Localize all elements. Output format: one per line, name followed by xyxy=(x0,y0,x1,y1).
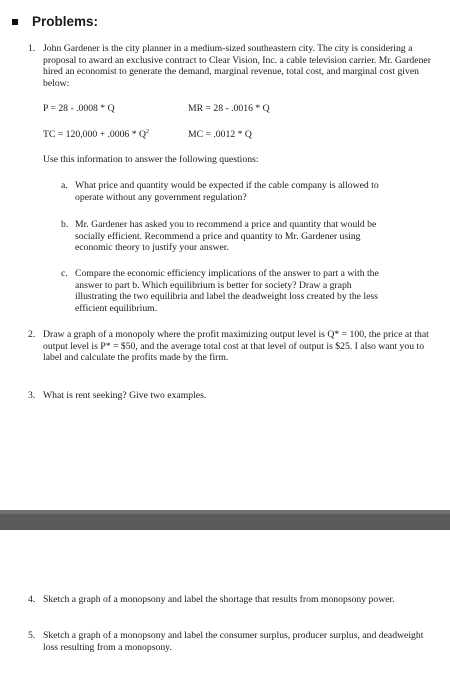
part-label: c. xyxy=(61,268,68,279)
problems-header xyxy=(8,14,98,29)
section-heading: Problems: xyxy=(32,14,99,29)
total-cost-equation xyxy=(43,129,149,140)
square-bullet-icon xyxy=(12,19,18,25)
page-divider xyxy=(0,510,450,530)
divider-edge xyxy=(0,510,450,514)
question-number: 4. xyxy=(28,594,36,605)
marginal-revenue-equation: MR = 28 - .0016 * Q xyxy=(188,103,270,114)
part-label: b. xyxy=(61,219,69,230)
question-text: What is rent seeking? Give two examples. xyxy=(43,390,207,401)
question-text: Sketch a graph of a monopsony and label the shortage that results from monopsony power. xyxy=(43,594,395,605)
total-cost-expression: TC = 120,000 + .0006 * Q xyxy=(43,129,146,140)
question-text: Draw a graph of a monopoly where the profit maximizing output level is Q* = 100, the price at that output level is P* = $50, and the average total cost at that level of output is $25. I also want you to label and calculate the profits made by the firm. xyxy=(43,329,429,364)
question-number: 2. xyxy=(28,329,36,340)
demand-equation: P = 28 - .0008 * Q xyxy=(43,103,115,114)
question-number: 3. xyxy=(28,390,36,401)
exponent: 2 xyxy=(145,129,149,135)
instructions-text: Use this information to answer the following questions: xyxy=(43,154,259,165)
marginal-cost-equation: MC = .0012 * Q xyxy=(188,129,252,140)
question-number: 5. xyxy=(28,630,36,641)
question-text: John Gardener is the city planner in a medium-sized southeastern city. The city is considering a proposal to award an exclusive contract to Clear Vision, Inc. a cable television carrier. Mr. Gardener hired an economist to generate the demand, marginal revenue, total cost, and marginal cost given below: xyxy=(43,43,431,89)
part-text: What price and quantity would be expected if the cable company is allowed to operate without any government regulation? xyxy=(75,180,379,203)
part-text: Mr. Gardener has asked you to recommend a price and quantity that would be socially efficient. Recommend a price and quantity to Mr. Gardener using economic theory to justify your answer. xyxy=(75,219,377,254)
part-label: a. xyxy=(61,180,68,191)
part-text: Compare the economic efficiency implications of the answer to part a with the answer to part b. Which equilibrium is better for society? Draw a graph illustrating the two equilibria and label the deadweight loss created by the less efficient equilibrium. xyxy=(75,268,379,314)
question-text: Sketch a graph of a monopsony and label the consumer surplus, producer surplus, and deadweight loss resulting from a monopsony. xyxy=(43,630,424,653)
question-number: 1. xyxy=(28,43,36,54)
